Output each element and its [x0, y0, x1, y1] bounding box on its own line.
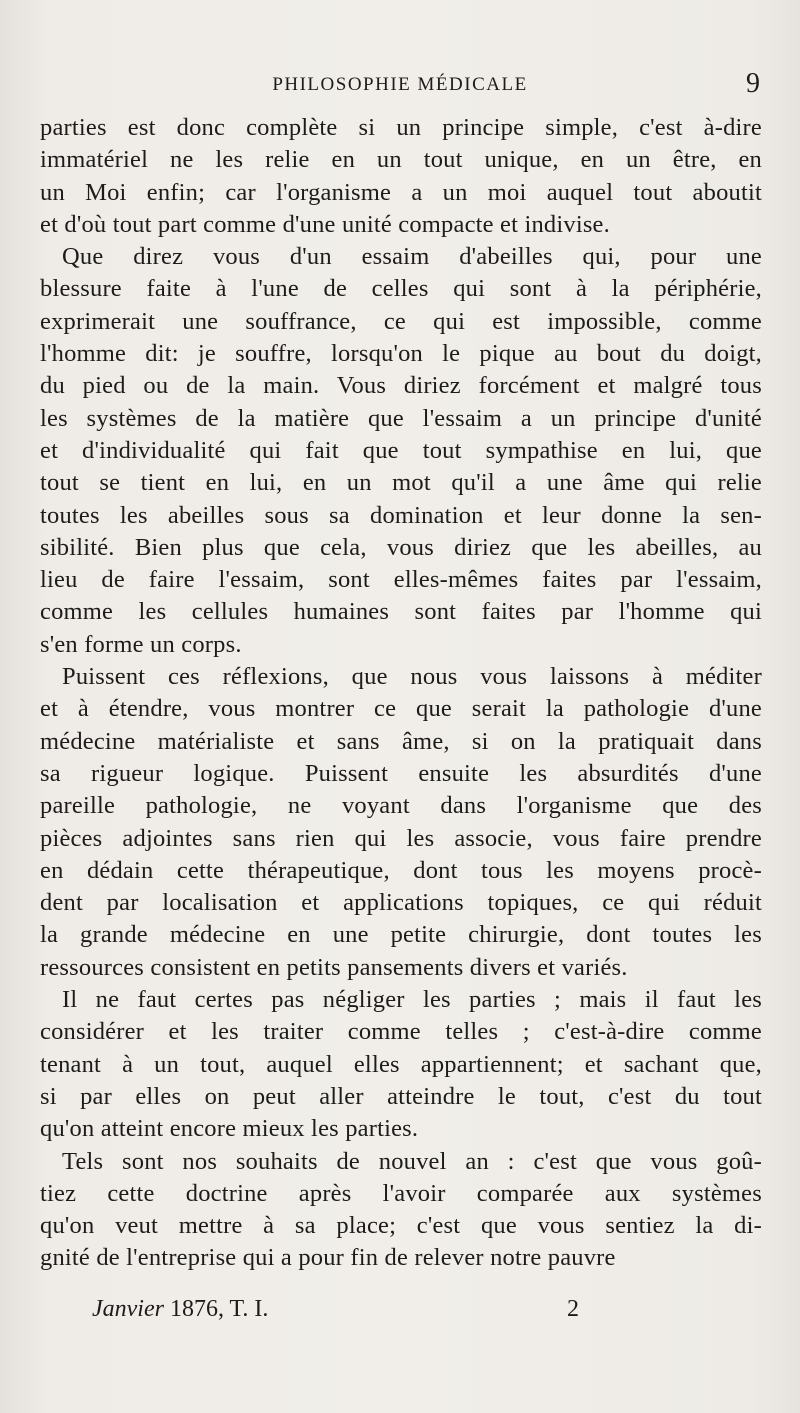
- text-line: médecine matérialiste et sans âme, si on la pratiquait dans: [40, 727, 762, 755]
- text-line: et d'individualité qui fait que tout sympathise en lui, que: [40, 436, 762, 464]
- paragraph: [40, 1146, 762, 1275]
- text-line: un Moi enfin; car l'organisme a un moi auquel tout aboutit: [40, 178, 762, 206]
- text-line: comme les cellules humaines sont faites par l'homme qui: [40, 598, 762, 626]
- paragraph: [40, 984, 762, 1145]
- signature-mark: 2: [567, 1296, 579, 1322]
- running-head: [40, 68, 760, 104]
- text-line: Puissent ces réflexions, que nous vous laissons à méditer: [62, 663, 762, 691]
- page-number: 9: [746, 68, 760, 99]
- text-line: toutes les abeilles sous sa domination et leur donne la sen-: [40, 501, 762, 529]
- text-line: qu'on atteint encore mieux les parties.: [40, 1115, 419, 1143]
- text-line: Tels sont nos souhaits de nouvel an : c'est que vous goû-: [62, 1147, 762, 1175]
- text-line: s'en forme un corps.: [40, 630, 242, 658]
- text-line: Que direz vous d'un essaim d'abeilles qui, pour une: [62, 243, 762, 271]
- text-line: pareille pathologie, ne voyant dans l'organisme que des: [40, 792, 762, 820]
- issue-month: Janvier: [92, 1296, 164, 1322]
- paragraph: [40, 112, 762, 241]
- page-footer: [40, 1296, 762, 1328]
- text-line: tiez cette doctrine après l'avoir comparée aux systèmes: [40, 1179, 762, 1207]
- paragraph: [40, 241, 762, 661]
- text-line: considérer et les traiter comme telles ; c'est-à-dire comme: [40, 1018, 762, 1046]
- body-text: [40, 112, 762, 1275]
- text-line: qu'on veut mettre à sa place; c'est que vous sentiez la di-: [40, 1212, 762, 1240]
- text-line: blessure faite à l'une de celles qui sont à la périphérie,: [40, 275, 762, 303]
- text-line: tout se tient en lui, en un mot qu'il a une âme qui relie: [40, 469, 762, 497]
- text-line: immatériel ne les relie en un tout unique, en un être, en: [40, 146, 762, 174]
- text-line: et à étendre, vous montrer ce que serait la pathologie d'une: [40, 695, 762, 723]
- text-line: ressources consistent en petits pansements divers et variés.: [40, 953, 628, 981]
- text-line: si par elles on peut aller atteindre le tout, c'est du tout: [40, 1082, 762, 1110]
- text-line: Il ne faut certes pas négliger les parties ; mais il faut les: [62, 986, 762, 1014]
- text-line: en dédain cette thérapeutique, dont tous les moyens procè-: [40, 856, 762, 884]
- text-line: dent par localisation et applications topiques, ce qui réduit: [40, 889, 762, 917]
- text-line: et d'où tout part comme d'une unité compacte et indivise.: [40, 210, 610, 238]
- text-line: exprimerait une souffrance, ce qui est impossible, comme: [40, 307, 762, 335]
- text-line: parties est donc complète si un principe simple, c'est à-dire: [40, 114, 762, 141]
- paragraph: [40, 661, 762, 984]
- text-line: pièces adjointes sans rien qui les associe, vous faire prendre: [40, 824, 762, 852]
- text-line: du pied ou de la main. Vous diriez forcément et malgré tous: [40, 372, 762, 400]
- running-title: PHILOSOPHIE MÉDICALE: [272, 74, 528, 95]
- text-line: tenant à un tout, auquel elles appartiennent; et sachant que,: [40, 1050, 762, 1078]
- issue-volume: 1876, T. I.: [169, 1296, 269, 1322]
- text-line: sa rigueur logique. Puissent ensuite les absurdités d'une: [40, 759, 762, 787]
- text-line: les systèmes de la matière que l'essaim a un principe d'unité: [40, 404, 762, 432]
- text-line: gnité de l'entreprise qui a pour fin de relever notre pauvre: [40, 1244, 616, 1272]
- text-line: sibilité. Bien plus que cela, vous diriez que les abeilles, au: [40, 533, 762, 561]
- text-line: lieu de faire l'essaim, sont elles-mêmes faites par l'essaim,: [40, 566, 762, 594]
- issue-line: [92, 1296, 268, 1323]
- text-line: l'homme dit: je souffre, lorsqu'on le pique au bout du doigt,: [40, 340, 762, 368]
- text-line: la grande médecine en une petite chirurgie, dont toutes les: [40, 921, 762, 949]
